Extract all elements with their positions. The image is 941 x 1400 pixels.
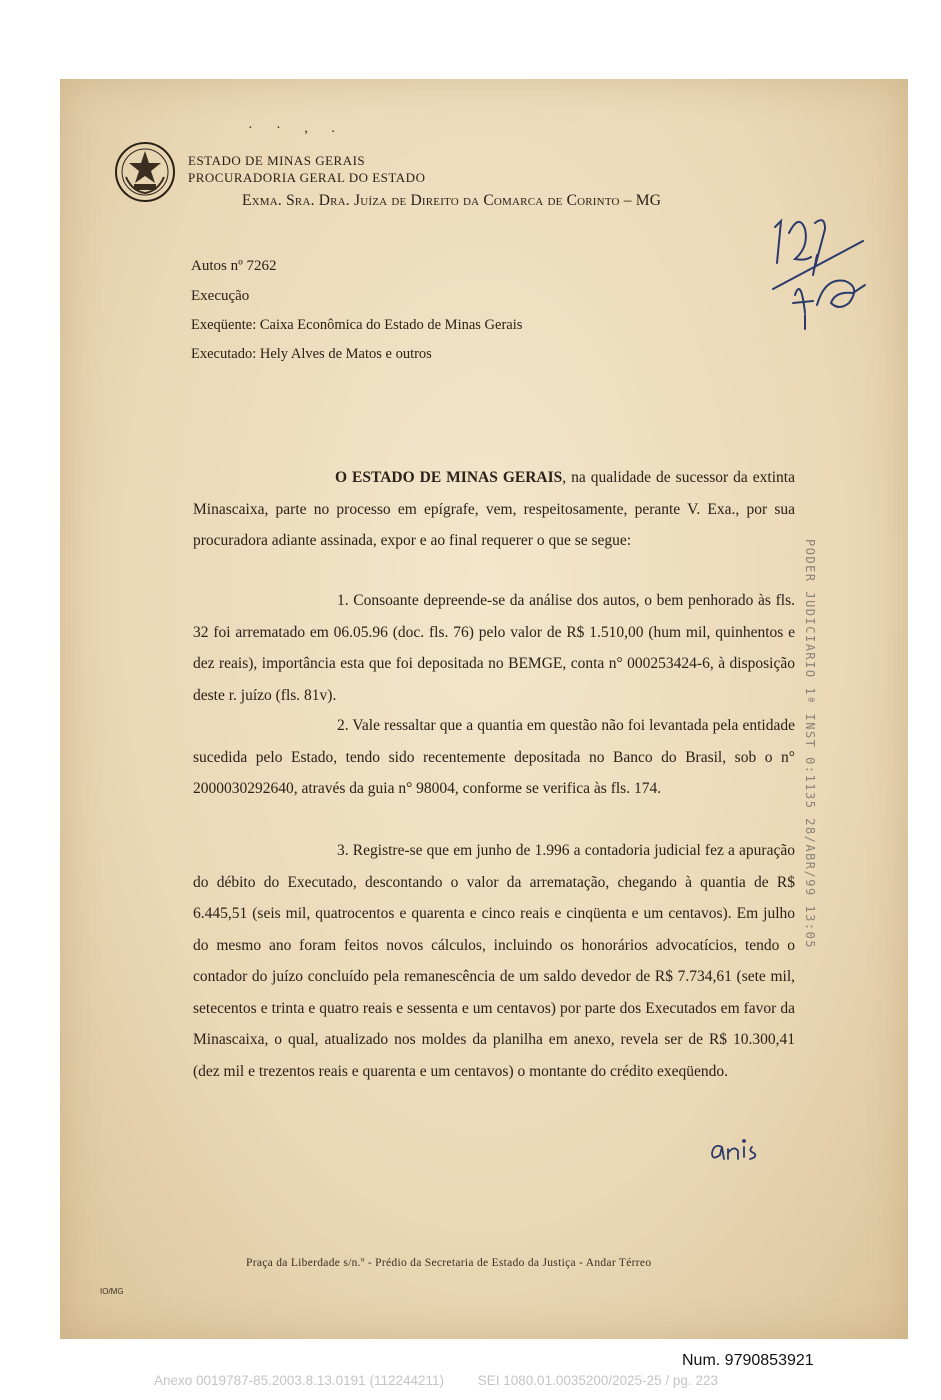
printer-mark: IO/MG — [100, 1287, 124, 1296]
intro-party-name: O ESTADO DE MINAS GERAIS — [335, 469, 563, 486]
case-type: Execução — [191, 288, 250, 304]
case-defendant — [191, 346, 432, 363]
paragraph-item-2 — [193, 710, 795, 805]
item-3-text: 3. Registre-se que em junho de 1.996 a contadoria judicial fez a apuração do débito do Executado, descontando o valor da arrematação, chegando à quantia de R$ 6.445,51 (seis mil, quatrocentos e quarenta e cinco reais e cinqüenta e um centavos). Em julho do mesmo ano foram feitos novos cálculos, incluindo os honorários advocatícios, tendo o contador do juízo concluído pela remanescência de um saldo devedor de R$ 7.734,61 (sete mil, setecentos e trinta e quatro reais e sessenta e um centavos) por parte dos Executados em favor da Minascaixa, o qual, atualizado nos moldes da planilha em anexo, revela ser de R$ 10.300,41 (dez mil e trezentos reais e quarenta e um centavos) o montante do crédito exeqüendo. — [193, 842, 795, 1080]
scanned-document-page — [60, 79, 908, 1339]
document-footer-references — [154, 1373, 748, 1388]
scan-specks: · · , . — [248, 121, 345, 136]
anexo-reference: Anexo 0019787-85.2003.8.13.0191 (112244211) — [154, 1373, 444, 1388]
header-state-name: ESTADO DE MINAS GERAIS — [188, 153, 366, 168]
plaintiff-label: Exeqüente: — [191, 317, 257, 333]
case-plaintiff — [191, 317, 522, 334]
intro-text: , na qualidade de sucessor da extinta Minascaixa, parte no processo em epígrafe, vem, respeitosamente, perante V. Exa., por sua procuradora adiante assinada, expor e ao final requerer o que se segue: — [193, 469, 795, 549]
case-number: Autos nº 7262 — [191, 258, 277, 274]
court-protocol-stamp: PODER JUDICIARIO 1ª INST 0:1135 28/ABR/99 13:05 — [803, 539, 817, 950]
handwritten-initials — [708, 1133, 768, 1167]
paragraph-item-1 — [193, 585, 795, 711]
paragraph-intro — [193, 462, 795, 557]
footer-address: Praça da Liberdade s/n.º - Prédio da Secretaria de Estado da Justiça - Andar Térreo — [246, 1257, 652, 1269]
sei-reference: SEI 1080.01.0035200/2025-25 / pg. 223 — [477, 1373, 718, 1388]
item-1-text: 1. Consoante depreende-se da análise dos autos, o bem penhorado às fls. 32 foi arrematado em 06.05.96 (doc. fls. 76) pelo valor de R$ 1.510,00 (hum mil, quinhentos e dez reais), importância esta que foi depositada no BEMGE, conta n° 000253424-6, à disposição deste r. juízo (fls. 81v). — [193, 592, 795, 704]
defendant-label: Executado: — [191, 346, 257, 362]
addressee-line: Exma. Sra. Dra. Juíza de Direito da Comarca de Corinto – MG — [242, 192, 662, 209]
document-number: Num. 9790853921 — [682, 1352, 814, 1369]
defendant-value: Hely Alves de Matos e outros — [259, 346, 432, 362]
header-agency-name: PROCURADORIA GERAL DO ESTADO — [188, 170, 426, 185]
state-coat-of-arms-seal — [114, 141, 176, 203]
plaintiff-value: Caixa Econômica do Estado de Minas Gerais — [259, 317, 523, 333]
item-2-text: 2. Vale ressaltar que a quantia em questão não foi levantada pela entidade sucedida pelo Estado, tendo sido recentemente depositada no Banco do Brasil, sob o n° 2000030292640, através da guia n° 98004, conforme se verifica às fls. 174. — [193, 717, 795, 797]
paragraph-item-3 — [193, 835, 795, 1087]
handwritten-page-number — [765, 207, 875, 337]
